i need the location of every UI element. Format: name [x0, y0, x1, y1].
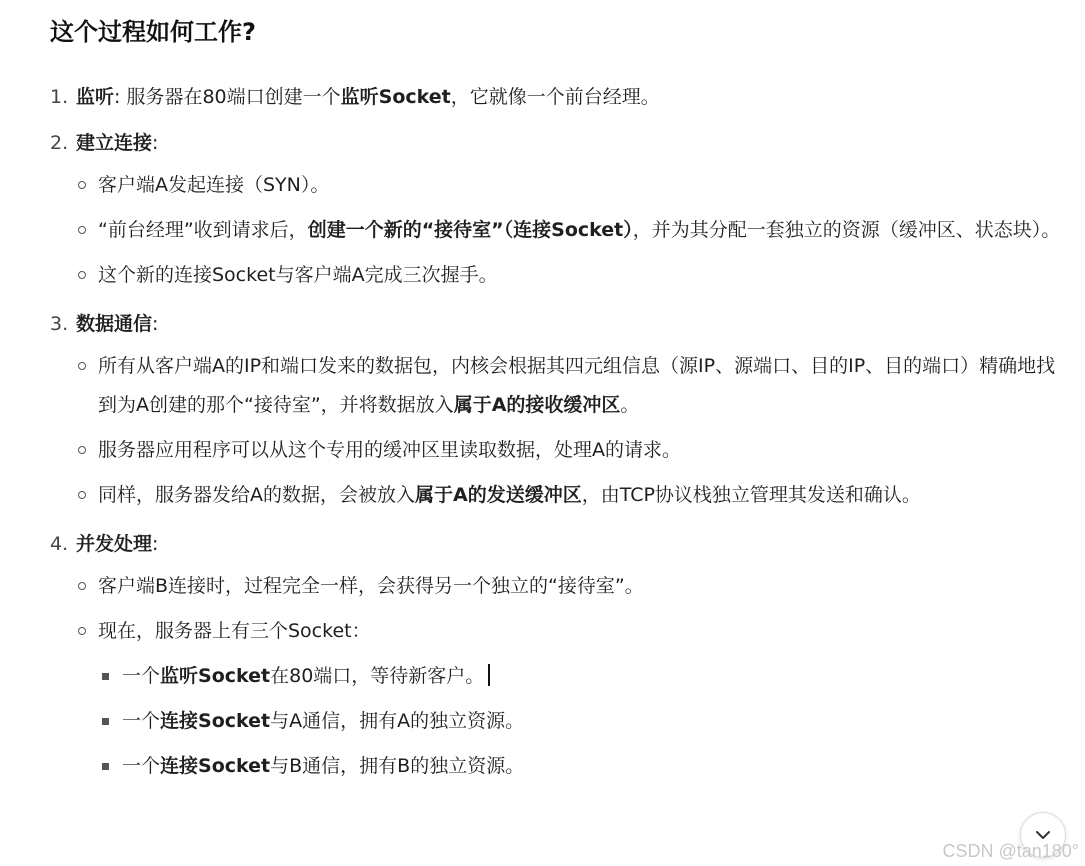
sub-list: [50, 166, 1070, 295]
item-colon: :: [114, 86, 121, 108]
list-number: 1.: [50, 86, 69, 108]
sub-text: 现在，服务器上有三个Socket：: [98, 620, 371, 642]
item-bold: 监听Socket: [340, 86, 451, 108]
sub-sub-list-item: [50, 702, 1070, 741]
list-item-2: [50, 120, 1070, 166]
list-item-4: [50, 521, 1070, 567]
sub-bold: 属于A的发送缓冲区: [415, 484, 582, 506]
sub-bold: 连接Socket: [160, 710, 271, 732]
section-heading: 这个过程如何工作?: [50, 18, 256, 46]
chevron-down-icon: [1035, 829, 1051, 841]
sub-text: 在80端口，等待新客户。: [270, 665, 485, 687]
sub-list-item: [50, 166, 1070, 205]
sub-bold: 连接Socket: [160, 755, 271, 777]
watermark: CSDN @tan180°: [942, 841, 1079, 861]
item-colon: :: [152, 132, 159, 154]
sub-list-item: [50, 256, 1070, 295]
sub-text: 。: [620, 394, 640, 416]
sub-text: 这个新的连接Socket与客户端A完成三次握手。: [98, 264, 498, 286]
sub-text: 所有从客户端A的IP和端口发来的数据包，内核会根据其四元组信息（源IP、源端口、目的IP、目的端口）精确地找到为A创建的那个“接待室”，并将数据放入: [98, 355, 1056, 416]
sub-bold: 创建一个新的“接待室”（连接Socket）: [307, 219, 633, 241]
item-title: 并发处理: [76, 533, 153, 555]
item-title: 数据通信: [76, 313, 153, 335]
sub-text: “前台经理”收到请求后，: [98, 219, 308, 241]
sub-text: 与B通信，拥有B的独立资源。: [270, 755, 525, 777]
sub-text: ，并为其分配一套独立的资源（缓冲区、状态块）。: [632, 219, 1061, 241]
sub-text: 一个: [122, 665, 161, 687]
sub-text: 同样，服务器发给A的数据，会被放入: [98, 484, 415, 506]
sub-list-item: [50, 211, 1070, 250]
item-text: ，它就像一个前台经理。: [450, 86, 660, 108]
sub-list-item: [50, 431, 1070, 470]
list-number: 3.: [50, 313, 69, 335]
sub-list-item: [50, 612, 1070, 651]
item-colon: :: [152, 533, 159, 555]
text-cursor: [488, 664, 490, 686]
sub-list-item: [50, 347, 1070, 425]
sub-list-item: [50, 567, 1070, 606]
sub-list: [50, 347, 1070, 515]
sub-text: 服务器应用程序可以从这个专用的缓冲区里读取数据，处理A的请求。: [98, 439, 681, 461]
item-colon: :: [152, 313, 159, 335]
sub-text: 一个: [122, 755, 161, 777]
item-title: 监听: [76, 86, 115, 108]
item-title: 建立连接: [76, 132, 153, 154]
sub-text: 客户端B连接时，过程完全一样，会获得另一个独立的“接待室”。: [98, 575, 644, 597]
sub-text: ，由TCP协议栈独立管理其发送和确认。: [581, 484, 921, 506]
sub-sub-list: [50, 657, 1070, 786]
sub-text: 与A通信，拥有A的独立资源。: [270, 710, 525, 732]
sub-sub-list-item: [50, 657, 1070, 696]
list-item-3: [50, 301, 1070, 347]
sub-bold: 监听Socket: [160, 665, 271, 687]
sub-text: 客户端A发起连接（SYN）。: [98, 174, 330, 196]
list-number: 4.: [50, 533, 69, 555]
sub-sub-list-item: [50, 747, 1070, 786]
sub-text: 一个: [122, 710, 161, 732]
document-body: [50, 12, 1070, 792]
list-number: 2.: [50, 132, 69, 154]
sub-list-item: [50, 476, 1070, 515]
list-item-1: [50, 74, 1070, 120]
sub-list: [50, 567, 1070, 651]
item-text: 服务器在80端口创建一个: [126, 86, 341, 108]
sub-bold: 属于A的接收缓冲区: [453, 394, 621, 416]
